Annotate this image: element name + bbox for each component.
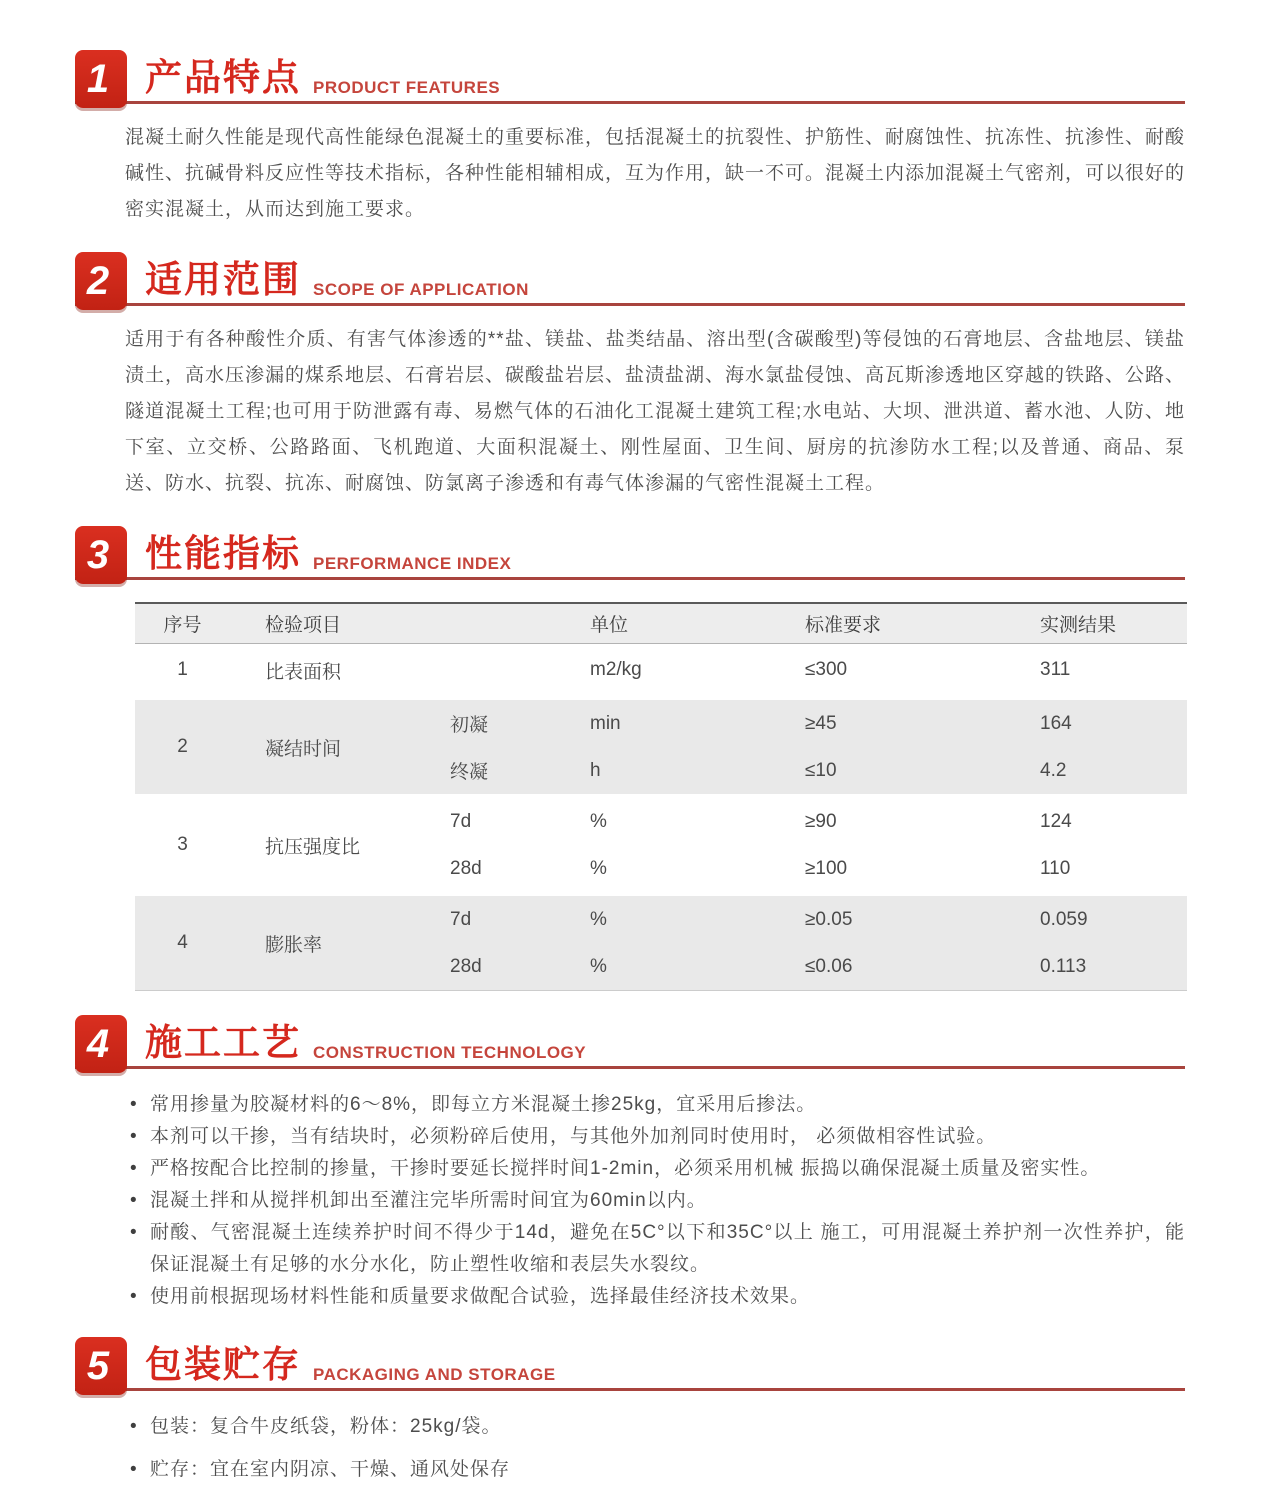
header-underline <box>75 101 1185 104</box>
col-header-standard: 标准要求 <box>805 615 882 636</box>
section-paragraph: 适用于有各种酸性介质、有害气体渗透的**盐、镁盐、盐类结晶、溶出型(含碳酸型)等侵蚀的石膏地层、含盐地层、镁盐渍土，高水压渗漏的煤系地层、石膏岩层、碳酸盐岩层、盐渍盐湖、海水氯盐侵蚀、高瓦斯渗透地区穿越的铁路、公路、隧道混凝土工程;也可用于防泄露有毒、易燃气体的石油化工混凝土建筑工程;水电站、大坝、泄洪道、蓄水池、人防、地下室、立交桥、公路路面、飞机跑道、大面积混凝土、刚性屋面、卫生间、厨房的抗渗防水工程;以及普通、商品、泵送、防水、抗裂、抗冻、耐腐蚀、防氯离子渗透和有毒气体渗漏的气密性混凝土工程。 <box>125 329 1186 494</box>
list-item-text: 常用掺量为胶凝材料的6～8%，即每立方米混凝土掺25kg，宜采用后掺法。 <box>150 1094 817 1115</box>
cell-result: 0.059 <box>1040 908 1088 930</box>
header-underline <box>75 1388 1185 1391</box>
cell-standard: ≥100 <box>805 857 848 879</box>
table-row <box>135 644 1187 696</box>
cell-unit: % <box>590 955 607 977</box>
list-item <box>130 1217 1185 1281</box>
section-construction-technology <box>0 1013 1280 1313</box>
bullet-icon: • <box>130 1126 138 1147</box>
section-product-features <box>0 48 1280 228</box>
section-header <box>75 524 1185 584</box>
cell-result: 124 <box>1040 810 1072 832</box>
cell-unit: % <box>590 810 607 832</box>
section-title-zh: 施工工艺 <box>145 1022 301 1063</box>
cell-standard: ≤0.06 <box>805 955 853 977</box>
cell-sub: 7d <box>450 810 472 832</box>
list-item <box>130 1454 1185 1486</box>
cell-no: 3 <box>177 834 188 855</box>
section-paragraph: 混凝土耐久性能是现代高性能绿色混凝土的重要标准，包括混凝土的抗裂性、护筋性、耐腐蚀性、抗冻性、抗渗性、耐酸碱性、抗碱骨料反应性等技术指标，各种性能相辅相成，互为作用，缺一不可。混凝土内添加混凝土气密剂，可以很好的密实混凝土，从而达到施工要求。 <box>125 127 1186 220</box>
table-row-group <box>135 798 1187 892</box>
section-header <box>75 1013 1185 1073</box>
performance-table <box>135 602 1187 991</box>
table-header-row <box>135 604 1187 644</box>
cell-no: 4 <box>177 932 188 953</box>
cell-no: 1 <box>177 659 188 680</box>
cell-item: 抗压强度比 <box>265 836 361 858</box>
bullet-icon: • <box>130 1222 138 1243</box>
bullet-icon: • <box>130 1459 138 1480</box>
section-title-en: PERFORMANCE INDEX <box>313 554 512 573</box>
cell-standard: ≥45 <box>805 712 837 734</box>
cell-unit: % <box>590 857 607 879</box>
list-item <box>130 1089 1185 1121</box>
packaging-bullet-list <box>130 1411 1185 1486</box>
section-title-zh: 包装贮存 <box>145 1344 301 1385</box>
construction-bullet-list <box>130 1089 1185 1313</box>
list-item-text: 严格按配合比控制的掺量，干掺时要延长搅拌时间1-2min，必须采用机械 振捣以确保混凝土质量及密实性。 <box>150 1158 1101 1179</box>
cell-unit: % <box>590 908 607 930</box>
section-number-badge: 5 <box>75 1337 127 1395</box>
header-underline <box>75 303 1185 306</box>
list-item-text: 混凝土拌和从搅拌机卸出至灌注完毕所需时间宜为60min以内。 <box>150 1190 707 1211</box>
cell-standard: ≤10 <box>805 759 837 781</box>
list-item-text: 耐酸、气密混凝土连续养护时间不得少于14d，避免在5C°以下和35C°以上 施工，可用混凝土养护剂一次性养护，能保证混凝土有足够的水分水化，防止塑性收缩和表层失水裂纹。 <box>150 1222 1185 1275</box>
header-underline <box>75 577 1185 580</box>
section-title-en: PRODUCT FEATURES <box>313 78 501 97</box>
section-title-zh: 产品特点 <box>145 57 301 98</box>
section-header <box>75 250 1185 310</box>
list-item-text: 本剂可以干掺，当有结块时，必须粉碎后使用，与其他外加剂同时使用时， 必须做相容性试验。 <box>150 1126 997 1147</box>
section-title-en: CONSTRUCTION TECHNOLOGY <box>313 1043 587 1062</box>
list-item <box>130 1121 1185 1153</box>
list-item <box>130 1281 1185 1313</box>
cell-sub: 28d <box>450 955 482 977</box>
cell-sub: 7d <box>450 908 472 930</box>
section-title-zh: 性能指标 <box>145 533 301 574</box>
cell-item: 凝结时间 <box>265 738 342 760</box>
col-header-no: 序号 <box>163 615 202 636</box>
cell-item: 比表面积 <box>265 661 342 683</box>
cell-sub: 初凝 <box>450 715 489 736</box>
cell-no: 2 <box>177 736 188 757</box>
bullet-icon: • <box>130 1094 138 1115</box>
list-item-text: 贮存：宜在室内阴凉、干燥、通风处保存 <box>150 1459 511 1480</box>
table-row-group <box>135 700 1187 794</box>
col-header-item: 检验项目 <box>265 615 342 636</box>
header-underline <box>75 1066 1185 1069</box>
cell-sub: 28d <box>450 857 482 879</box>
section-number-badge: 3 <box>75 526 127 584</box>
table-row-group <box>135 896 1187 990</box>
cell-standard: ≤300 <box>805 659 848 680</box>
section-scope-of-application <box>0 250 1280 502</box>
bullet-icon: • <box>130 1190 138 1211</box>
section-header <box>75 1335 1185 1395</box>
cell-result: 4.2 <box>1040 759 1067 781</box>
cell-result: 164 <box>1040 712 1072 734</box>
cell-result: 311 <box>1040 659 1071 680</box>
section-title-en: SCOPE OF APPLICATION <box>313 280 529 299</box>
section-title-en: PACKAGING AND STORAGE <box>313 1365 556 1384</box>
cell-standard: ≥90 <box>805 810 837 832</box>
section-performance-index <box>0 524 1280 991</box>
section-title-zh: 适用范围 <box>145 259 301 300</box>
list-item <box>130 1411 1185 1443</box>
section-number-badge: 4 <box>75 1015 127 1073</box>
section-packaging-storage <box>0 1335 1280 1486</box>
cell-standard: ≥0.05 <box>805 908 853 930</box>
bullet-icon: • <box>130 1416 138 1437</box>
cell-result: 110 <box>1040 857 1071 879</box>
cell-unit: min <box>590 712 621 734</box>
list-item <box>130 1153 1185 1185</box>
bullet-icon: • <box>130 1158 138 1179</box>
cell-unit: m2/kg <box>590 659 642 680</box>
col-header-unit: 单位 <box>590 615 629 636</box>
col-header-result: 实测结果 <box>1040 615 1117 636</box>
section-number-badge: 1 <box>75 50 127 108</box>
cell-item: 膨胀率 <box>265 934 323 956</box>
list-item-text: 包装：复合牛皮纸袋，粉体：25kg/袋。 <box>150 1416 502 1437</box>
bullet-icon: • <box>130 1286 138 1307</box>
cell-sub: 终凝 <box>450 762 489 783</box>
section-number-badge: 2 <box>75 252 127 310</box>
list-item <box>130 1185 1185 1217</box>
cell-unit: h <box>590 759 601 781</box>
cell-result: 0.113 <box>1040 955 1087 977</box>
list-item-text: 使用前根据现场材料性能和质量要求做配合试验，选择最佳经济技术效果。 <box>150 1286 811 1307</box>
section-header <box>75 48 1185 108</box>
